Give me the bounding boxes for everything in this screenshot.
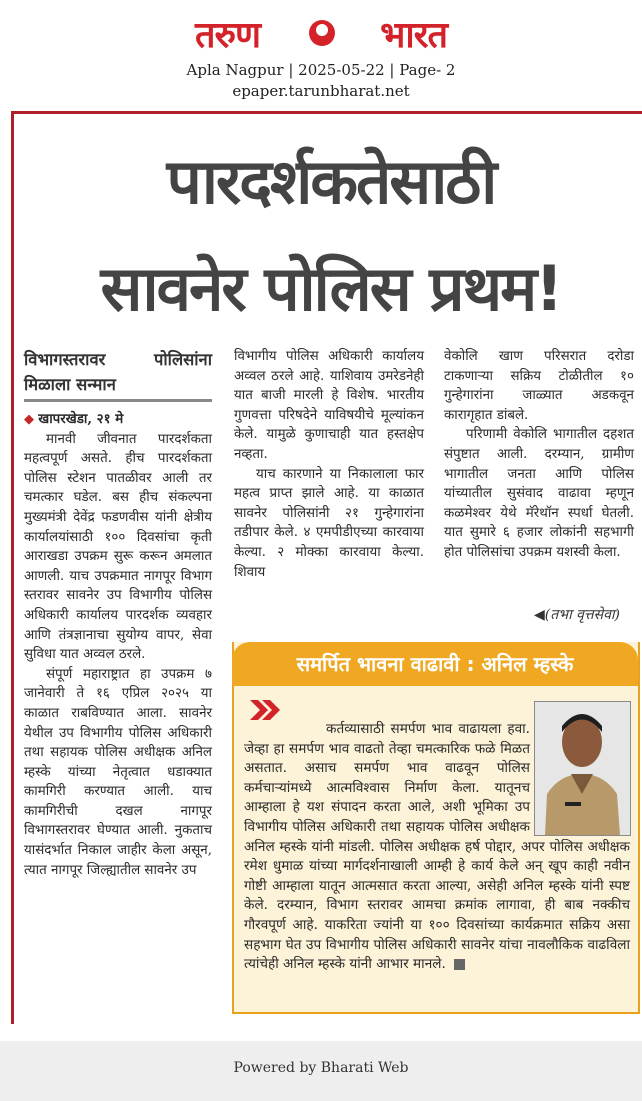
paragraph: याच कारणाने या निकालाला फार महत्व प्राप्त झाले आहे. या काळात सावनेर पोलिसांनी २१ गुन्हेगारांना तडीपार केले. ४ एमपीडीएच्या कारवाया केल्या. २ मोक्का कारवाया केल्या. शिवाय xyxy=(234,466,424,580)
article-column-2 xyxy=(234,347,424,582)
dateline: खापरखेडा, २१ मे xyxy=(38,411,124,427)
paragraph: वेकोलि खाण परिसरात दरोडा टाकणाऱ्या सक्रिय टोळीतील १० गुन्हेगारांना जाळ्यात अडकवून कारागृहात डांबले. xyxy=(444,349,634,423)
sidebar-paragraph: कर्तव्यासाठी समर्पण भाव वाढायला हवा. जेव्हा हा समर्पण भाव वाढतो तेव्हा चमत्कारिक फळे मिळत असतात. असाच समर्पण भाव वाढवून पोलिस कर्मचाऱ्यांमध्ये आत्मविश्वास निर्माण केला. यातूनच आम्हाला हे यश संपादन करता आले, अशी भूमिका उप विभागीय पोलिस अधिकारी तथा सहायक पोलिस अधीक्षक अनिल म्हस्के यांनी मांडली. पोलिस अधीक्षक हर्ष पोद्दार, अपर पोलिस अधीक्षक रमेश धुमाळ यांच्या मार्गदर्शनाखाली आम्ही हे कार्य केले अन् खूप काही नवीन गोष्टी आम्हाला यातून आत्मसात करता आल्या, असेही अनिल म्हस्के यांनी स्पष्ट केले. दरम्यान, विभाग स्तरावर आमचा क्रमांक लागावा, ही बाब नक्कीच गौरवपूर्ण आहे. याकरिता ज्यांनी या १०० दिवसांच्या कार्यक्रमात सक्रिय असा सहभाग घेत उप विभागीय पोलिस अधिकारी सावनेर यांचा नावलौकिक वाढविला त्यांचेही अनिल म्हस्के यांनी आभार मानले. xyxy=(244,721,630,973)
edition-line: Apla Nagpur | 2025-05-22 | Page- 2 xyxy=(186,61,456,79)
news-credit: ◀(तभा वृत्तसेवा) xyxy=(534,607,620,623)
article-column-1 xyxy=(24,347,212,880)
end-mark-icon xyxy=(454,959,465,970)
footer xyxy=(0,1041,642,1101)
headline-line-2: सावनेर पोलिस प्रथम! xyxy=(100,252,562,325)
paragraph: संपूर्ण महाराष्ट्रात हा उपक्रम ७ जानेवारी ते १६ एप्रिल २०२५ या काळात राबविण्यात आला. सावनेर येथील उप विभागीय पोलिस अधिकारी तथा सहायक पोलिस अधीक्षक अनिल म्हस्के यांच्या नेतृत्वात धडाक्यात कामगिरी करण्यात आली. याच कामगिरीची दखल नागपूर विभागस्तरावर घेण्यात आली. नुकताच यासंदर्भात निकाल जाहीर केला असून, त्यात नागपूर जिल्ह्यातील सावनेर उप xyxy=(24,666,212,878)
paragraph: परिणामी वेकोलि भागातील दहशत संपुष्टात आली. दरम्यान, ग्रामीण भागातील जनता आणि पोलिस यांच्यातील सुसंवाद वाढावा म्हणून कळमेश्वर येथे मॅरेथॉन स्पर्धा घेतली. यात सुमारे ६ हजार लोकांनी सहभागी होत पोलिसांचा उपक्रम यशस्वी केला. xyxy=(444,427,634,560)
site-link[interactable]: epaper.tarunbharat.net xyxy=(232,82,410,100)
dateline-row xyxy=(24,410,212,430)
sidebar-box-text xyxy=(244,720,630,975)
triangle-left-icon: ◀ xyxy=(534,607,545,623)
tarun-bharat-logo[interactable] xyxy=(195,14,447,58)
double-chevron-icon xyxy=(250,700,282,720)
logo-text-left: तरुण xyxy=(195,15,261,56)
diamond-bullet-icon: ◆ xyxy=(24,412,34,427)
logo-text-right: भारत xyxy=(380,15,447,56)
article-column-3 xyxy=(444,347,634,563)
masthead xyxy=(0,0,642,110)
paragraph: विभागीय पोलिस अधिकारी कार्यालय अव्वल ठरले आहे. याशिवाय उमरेडनेही यात बाजी मारली हे विशेष. भारतीय गुणवत्ता परिषदेने याविषयीचे मूल्यांकन केले. यामुळे कुणाचाही यात हस्तक्षेप नव्हता. xyxy=(234,349,424,462)
logo-emblem-icon xyxy=(309,20,335,46)
article-subheading: विभागस्तरावर पोलिसांना मिळाला सन्मान xyxy=(24,347,212,402)
sidebar-box-title: समर्पित भावना वाढावी : अनिल म्हस्के xyxy=(232,642,638,686)
photo-spacer xyxy=(530,720,630,834)
paragraph: मानवी जीवनात पारदर्शकता महत्वपूर्ण असते. हीच पारदर्शकता पोलिस स्टेशन पातळीवर आली तर चमत्कार घडेल. बस हीच संकल्पना मुख्यमंत्री देवेंद्र फडणवीस यांनी क्षेत्रीय कार्यालयांसाठी १०० दिवसांचा कृती आराखडा उपक्रम सुरू करून अमलात आणली. याच उपक्रमात नागपूर विभाग स्तरावर सावनेर उप विभागीय पोलिस अधिकारी कार्यालय पारदर्शक व्यवहार आणि तंत्रज्ञानाचा सुयोग्य वापर, सेवा सुविधा यात अव्वल ठरले. xyxy=(24,431,212,663)
powered-by-link[interactable]: Powered by Bharati Web xyxy=(233,1060,409,1076)
headline-line-1: पारदर्शकतेसाठी xyxy=(166,145,496,218)
